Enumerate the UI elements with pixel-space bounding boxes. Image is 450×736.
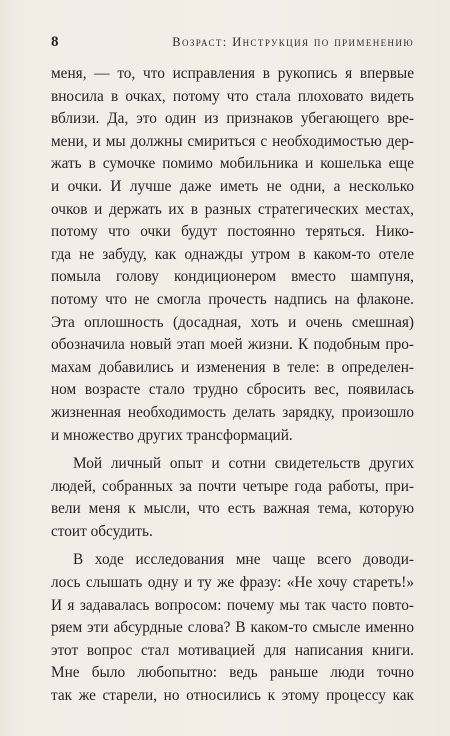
running-head-title: Возраст: Инструкция по применению bbox=[172, 35, 414, 49]
text-line: вблизи. Да, это один из признаков убегающего вре- bbox=[51, 110, 414, 128]
page-header bbox=[51, 34, 414, 56]
text-line: Мне было любопытно: ведь раньше люди точно bbox=[51, 664, 414, 682]
text-line: ряем эти абсурдные слова? В каком-то смысле именно bbox=[51, 619, 414, 637]
text-line: гда не забуду, как однажды утром в каком-то отеле bbox=[51, 245, 414, 263]
text-line: жать в сумочке помимо мобильника и кошелька еще bbox=[51, 155, 414, 173]
text-line: и очки. И лучше даже иметь не одни, а несколько bbox=[51, 177, 414, 195]
text-line: обозначила новый этап моей жизни. К подобным про- bbox=[51, 336, 414, 354]
text-line: вносила в очках, потому что стала плоховато видеть bbox=[51, 87, 414, 105]
text-line: меня, — то, что исправления в рукопись я впервые bbox=[51, 65, 414, 82]
text-line: так же старели, но относились к этому процессу как bbox=[51, 687, 414, 705]
text-line: лось слышать одну и ту же фразу: «Не хочу стареть!» bbox=[51, 574, 414, 592]
text-line: этот вопрос стал мотивацией для написания книги. bbox=[51, 641, 414, 659]
text-line: потому что не смогла прочесть надпись на флаконе. bbox=[51, 290, 414, 308]
text-line: помыла голову кондиционером вместо шампуня, bbox=[51, 268, 414, 286]
text-line: ном возрасте стало трудно сбросить вес, появилась bbox=[51, 381, 414, 399]
text-line: стоит обсудить. bbox=[51, 522, 153, 540]
text-line: людей, собранных за почти четыре года работы, при- bbox=[51, 477, 414, 495]
text-line: махам добавились и изменения в теле: в определен- bbox=[51, 358, 414, 376]
text-line: мени, и мы должны смириться с необходимостью дер- bbox=[51, 132, 414, 150]
text-line: потому что очки будут постоянно теряться. Нико- bbox=[51, 223, 414, 241]
body-text bbox=[51, 63, 414, 708]
paragraph bbox=[51, 549, 414, 707]
paragraph bbox=[51, 63, 414, 447]
paragraph bbox=[51, 453, 414, 543]
text-line: вели меня к мысли, что есть важная тема, которую bbox=[51, 500, 414, 518]
text-line: очков и держать их в разных стратегических местах, bbox=[51, 200, 414, 218]
text-line: Мой личный опыт и сотни свидетельств других bbox=[73, 455, 414, 473]
text-line: и множество других трансформаций. bbox=[51, 426, 293, 444]
page-number: 8 bbox=[51, 34, 59, 50]
text-line: И я задавалась вопросом: почему мы так часто повто- bbox=[51, 596, 414, 614]
text-line: В ходе исследования мне чаще всего доводи- bbox=[73, 551, 414, 569]
text-line: Эта оплошность (досадная, хоть и очень смешная) bbox=[51, 313, 414, 331]
text-line: жизненная необходимость делать зарядку, произошло bbox=[51, 403, 414, 421]
